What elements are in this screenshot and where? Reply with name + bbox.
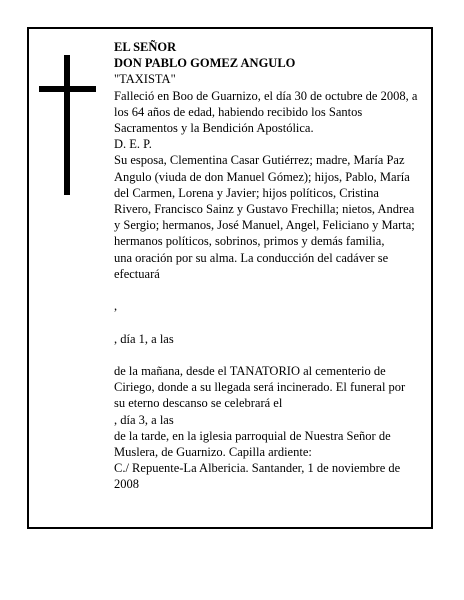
deceased-name: DON PABLO GOMEZ ANGULO bbox=[114, 56, 296, 71]
spacer bbox=[114, 282, 419, 298]
day-1-line: , día 1, a las bbox=[114, 331, 174, 346]
afternoon-details: de la tarde, en la iglesia parroquial de Nuestra Señor de Muslera, de Guarnizo. Capilla ardiente: bbox=[114, 428, 391, 460]
comma-line: , bbox=[114, 299, 118, 314]
spacer bbox=[114, 347, 419, 363]
spacer bbox=[114, 314, 419, 330]
morning-details: de la mañana, desde el TANATORIO al cementerio de Ciriego, donde a su llegada será incinerado. El funeral por su eterno descanso se celebrará el bbox=[114, 364, 406, 411]
day-3-line: , día 3, a las bbox=[114, 412, 174, 427]
dep-label: D. E. P. bbox=[114, 137, 152, 152]
nickname: "TAXISTA" bbox=[114, 72, 176, 87]
cross-icon bbox=[64, 55, 70, 195]
cross-icon-bar bbox=[39, 86, 96, 92]
death-announcement: Falleció en Boo de Guarnizo, el día 30 de octubre de 2008, a los 64 años de edad, habiendo recibido los Santos Sacramentos y la Bendición Apostólica. bbox=[114, 88, 418, 136]
prayer-request: una oración por su alma. La conducción del cadáver se efectuará bbox=[114, 250, 389, 281]
obituary-text bbox=[114, 39, 419, 493]
title-line-1: EL SEÑOR bbox=[114, 40, 177, 54]
family-list: Su esposa, Clementina Casar Gutiérrez; madre, María Paz Angulo (viuda de don Manuel Gómez); hijos, Pablo, María del Carmen, Lorena y Javier; hijos políticos, Cristina Rivero, Francisco Sainz y Gustavo Frechilla; nietos, Andrea y Sergio; hermanos, José Manuel, Angel, Feliciano y Marta; hermanos políticos, sobrinos, primos y demás familia, bbox=[114, 153, 415, 249]
address-line: C./ Repuente-La Albericia. Santander, 1 de noviembre de 2008 bbox=[114, 461, 401, 492]
